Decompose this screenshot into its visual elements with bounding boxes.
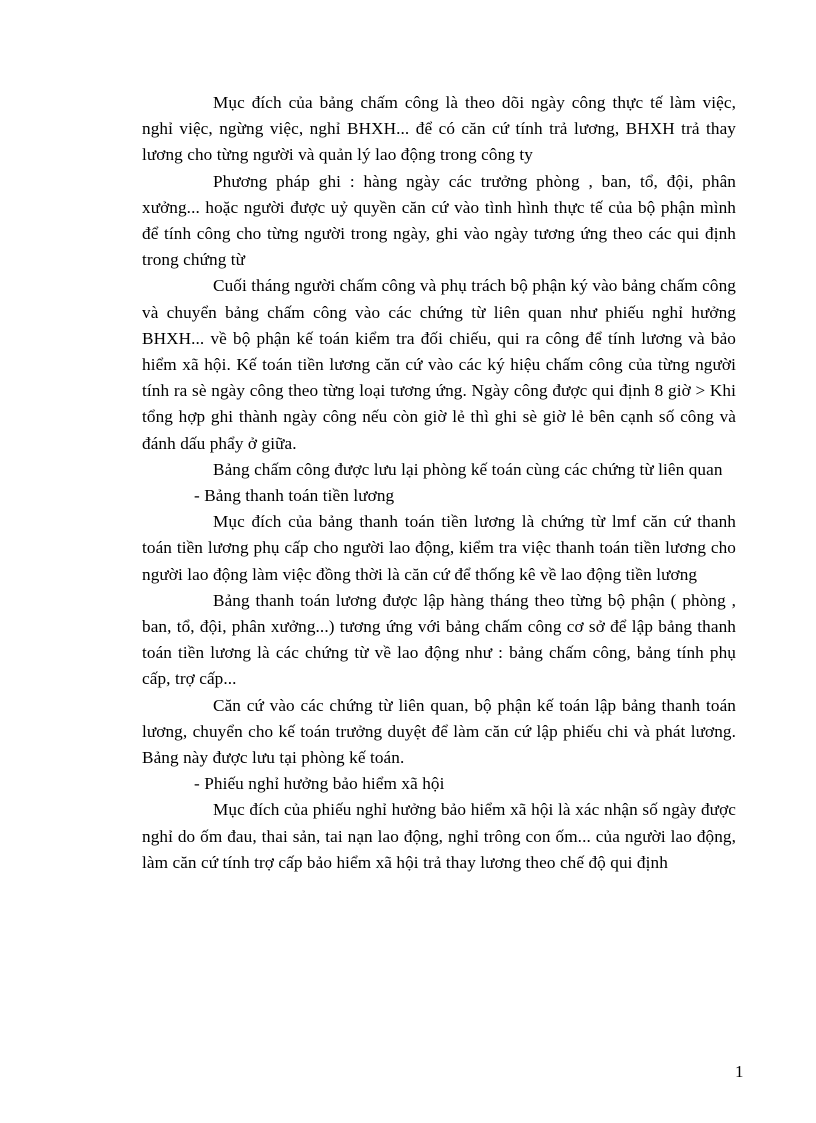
paragraph-timesheet-purpose: Mục đích của bảng chấm công là theo dõi ngày công thực tế làm việc, nghỉ việc, ngừng việc, nghỉ BHXH... để có căn cứ tính trả lương, BHXH trả thay lương cho từng người và quản lý lao động trong công ty: [142, 93, 736, 165]
paragraph-timesheet-storage: Bảng chấm công được lưu lại phòng kế toán cùng các chứng từ liên quan: [213, 459, 723, 479]
heading-payroll-sheet: - Bảng thanh toán tiền lương: [194, 486, 395, 506]
paragraph-social-insurance-purpose: Mục đích của phiếu nghỉ hưởng bảo hiểm xã hội là xác nhận số ngày được nghỉ do ốm đau, thai sản, tai nạn lao động, nghỉ trông con ốm... của người lao động, làm căn cứ tính trợ cấp bảo hiểm xã hội trả thay lương theo chế độ qui định: [142, 800, 736, 872]
paragraph-payroll-preparation: Bảng thanh toán lương được lập hàng tháng theo từng bộ phận ( phòng , ban, tổ, đội, phân xưởng...) tương ứng với bảng chấm công cơ sở để lập bảng thanh toán tiền lương là các chứng từ về lao động như : bảng chấm công, bảng tính phụ cấp, trợ cấp...: [142, 590, 736, 689]
paragraph-payroll-approval: Căn cứ vào các chứng từ liên quan, bộ phận kế toán lập bảng thanh toán lương, chuyển cho kế toán trưởng duyệt để làm căn cứ lập phiếu chi và phát lương. Bảng này được lưu tại phòng kế toán.: [142, 695, 736, 768]
document-body: [142, 90, 736, 876]
paragraph-month-end: Cuối tháng người chấm công và phụ trách bộ phận ký vào bảng chấm công và chuyển bảng chấm công vào các chứng từ liên quan như phiếu nghỉ hưởng BHXH... về bộ phận kế toán kiểm tra đối chiếu, qui ra công để tính lương và bảo hiểm xã hội. Kế toán tiền lương căn cứ vào các ký hiệu chấm công của từng người tính ra sè ngày công theo từng loại tương ứng. Ngày công được qui định 8 giờ > Khi tổng hợp ghi thành ngày công nếu còn giờ lẻ thì ghi sè giờ lẻ bên cạnh số công và đánh dấu phẩy ở giữa.: [142, 276, 736, 453]
heading-social-insurance-leave: - Phiếu nghỉ hưởng bảo hiểm xã hội: [194, 774, 445, 794]
page-number: 1: [735, 1062, 744, 1081]
paragraph-payroll-purpose: Mục đích của bảng thanh toán tiền lương là chứng từ lmf căn cứ thanh toán tiền lương phụ cấp cho người lao động, kiểm tra việc thanh toán tiền lương cho người lao động làm việc đồng thời là căn cứ để thống kê về lao động tiền lương: [142, 512, 736, 584]
paragraph-recording-method: Phương pháp ghi : hàng ngày các trưởng phòng , ban, tổ, đội, phân xưởng... hoặc người được uỷ quyền căn cứ vào tình hình thực tế của bộ phận mình để tính công cho từng người trong ngày, ghi vào ngày tương ứng theo các qui định trong chứng từ: [142, 171, 736, 270]
